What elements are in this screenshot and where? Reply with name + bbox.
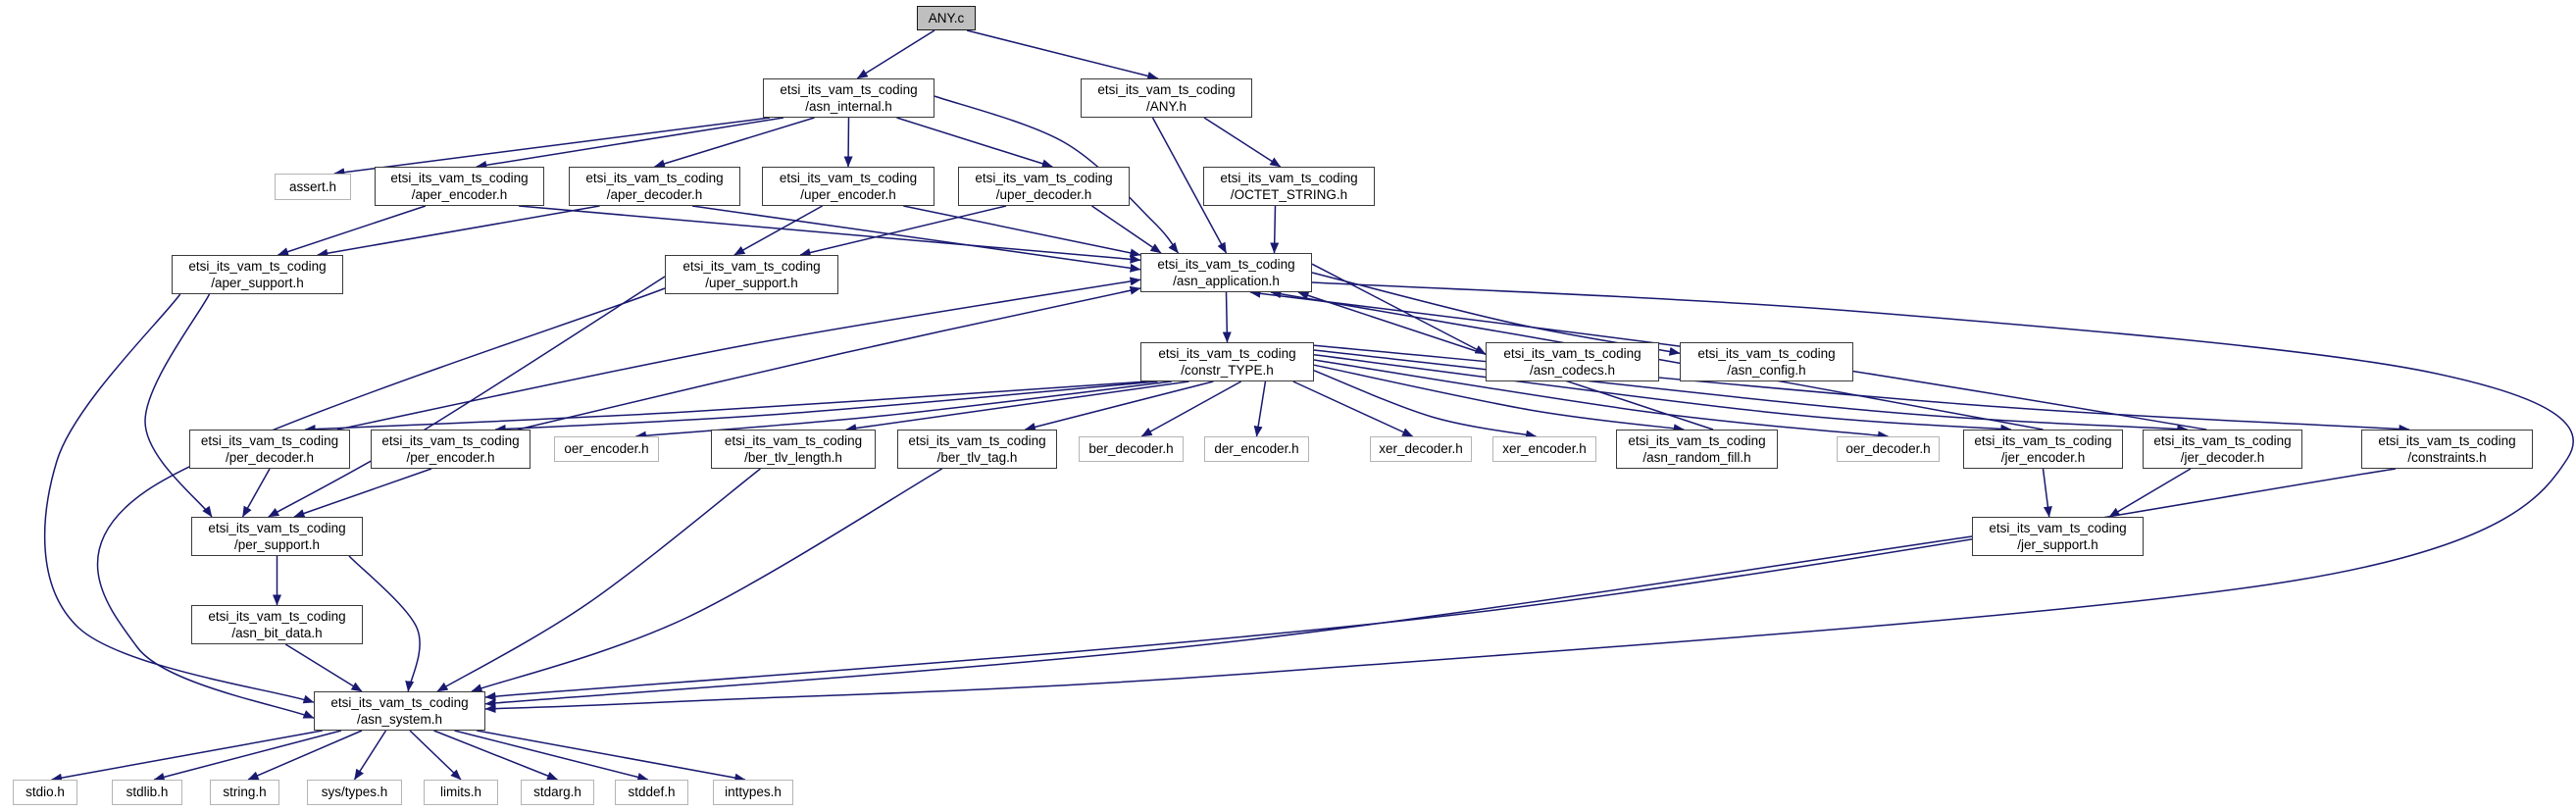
node-label: etsi_its_vam_ts_coding	[208, 520, 346, 535]
node-ber_tlv_tag[interactable]	[897, 430, 1057, 469]
node-label: stdio.h	[25, 785, 65, 800]
node-label: etsi_its_vam_ts_coding	[1220, 170, 1358, 185]
node-jer_support[interactable]	[1972, 517, 2144, 556]
edge-asn_system-to-stddef_h	[455, 731, 648, 780]
node-label: /aper_support.h	[211, 276, 304, 290]
node-ber_decoder	[1079, 436, 1184, 462]
node-asn_application[interactable]	[1140, 253, 1312, 292]
node-label: ber_decoder.h	[1088, 441, 1174, 457]
node-label: /uper_encoder.h	[800, 187, 896, 202]
node-label: oer_decoder.h	[1845, 441, 1931, 457]
node-label: /aper_decoder.h	[606, 187, 703, 202]
edge-constr_type-to-ber_decoder	[1141, 381, 1240, 436]
edge-jer_encoder-to-jer_support	[2044, 469, 2049, 517]
node-label: /uper_decoder.h	[995, 187, 1092, 202]
node-label: etsi_its_vam_ts_coding	[1157, 256, 1295, 272]
edge-asn_bit_data-to-asn_system	[285, 644, 362, 691]
edge-per_decoder-to-per_support	[243, 469, 271, 517]
edge-asn_application-to-constr_type	[1227, 292, 1228, 342]
node-string_h	[210, 780, 279, 805]
node-label: etsi_its_vam_ts_coding	[208, 608, 346, 624]
edge-asn_system-to-string_h	[248, 731, 362, 780]
node-label: der_encoder.h	[1214, 441, 1299, 457]
node-asn_bit_data[interactable]	[191, 605, 363, 644]
node-limits_h	[424, 780, 498, 805]
node-label: /asn_internal.h	[805, 99, 892, 114]
node-label: /asn_codecs.h	[1529, 363, 1616, 378]
edge-aper_support-to-per_support	[145, 294, 212, 517]
node-label: etsi_its_vam_ts_coding	[188, 258, 327, 274]
node-label: /OCTET_STRING.h	[1230, 187, 1348, 202]
node-stdio_h	[13, 780, 77, 805]
edge-uper_support-to-asn_system	[97, 288, 665, 718]
node-label: etsi_its_vam_ts_coding	[2153, 432, 2292, 448]
edge-jer_support-to-asn_system	[485, 536, 1972, 704]
edge-uper_support-to-per_support	[269, 277, 665, 517]
edge-uper_decoder-to-uper_support	[800, 206, 1006, 255]
node-label: /ber_tlv_length.h	[744, 450, 842, 465]
edge-constr_type-to-der_encoder	[1257, 381, 1266, 436]
node-per_support[interactable]	[191, 517, 363, 556]
node-aper_encoder[interactable]	[375, 167, 544, 206]
node-label: /jer_encoder.h	[2000, 450, 2086, 465]
node-label: /asn_config.h	[1727, 363, 1806, 378]
node-label: /asn_bit_data.h	[231, 626, 323, 640]
node-asn_random_fill[interactable]	[1616, 430, 1778, 469]
edge-asn_system-to-stdio_h	[52, 731, 323, 780]
node-constr_type[interactable]	[1140, 342, 1314, 381]
node-label: etsi_its_vam_ts_coding	[200, 432, 339, 448]
node-label: inttypes.h	[725, 785, 782, 800]
edge-asn_system-to-sys_types_h	[355, 731, 386, 780]
node-stdlib_h	[112, 780, 182, 805]
node-label: /constr_TYPE.h	[1181, 363, 1274, 378]
node-der_encoder	[1204, 436, 1309, 462]
edge-asn_internal-to-assert_h	[334, 118, 770, 174]
node-label: /per_support.h	[233, 537, 321, 552]
edge-constr_type-to-oer_encoder	[635, 381, 1171, 436]
edge-constraints-to-asn_system	[485, 469, 2396, 697]
node-constraints[interactable]	[2361, 430, 2533, 469]
node-oer_encoder	[554, 436, 659, 462]
node-label: /asn_random_fill.h	[1642, 450, 1751, 465]
edge-asn_internal-to-uper_decoder	[897, 118, 1053, 167]
node-stddef_h	[615, 780, 688, 805]
edge-constr_type-to-ber_tlv_length	[846, 381, 1189, 430]
node-any_c	[917, 6, 976, 30]
node-sys_types_h	[307, 780, 402, 805]
node-jer_decoder[interactable]	[2143, 430, 2302, 469]
node-label: etsi_its_vam_ts_coding	[2378, 432, 2516, 448]
node-label: /constraints.h	[2407, 450, 2487, 465]
node-asn_system[interactable]	[314, 691, 485, 731]
node-any_h[interactable]	[1081, 78, 1252, 118]
node-oer_decoder	[1837, 436, 1940, 462]
node-label: etsi_its_vam_ts_coding	[1697, 345, 1836, 361]
node-label: /per_encoder.h	[406, 450, 495, 465]
node-label: xer_encoder.h	[1502, 441, 1587, 457]
node-asn_config[interactable]	[1680, 342, 1853, 381]
node-label: etsi_its_vam_ts_coding	[975, 170, 1113, 185]
node-label: etsi_its_vam_ts_coding	[724, 432, 863, 448]
edge-asn_internal-to-aper_encoder	[477, 118, 783, 167]
node-jer_encoder[interactable]	[1963, 430, 2123, 469]
edge-octet_string-to-asn_application	[1275, 206, 1276, 253]
edge-asn_internal-to-uper_encoder	[848, 118, 849, 167]
edge-per_decoder-to-asn_application	[337, 279, 1140, 430]
node-inttypes_h	[713, 780, 793, 805]
node-label: etsi_its_vam_ts_coding	[1974, 432, 2112, 448]
node-label: /uper_support.h	[705, 276, 798, 290]
edge-constr_type-to-ber_tlv_tag	[1025, 381, 1213, 430]
node-uper_decoder[interactable]	[958, 167, 1130, 206]
node-label: /jer_decoder.h	[2180, 450, 2265, 465]
node-label: etsi_its_vam_ts_coding	[390, 170, 529, 185]
edge-constr_type-to-xer_decoder	[1293, 381, 1413, 436]
node-per_decoder[interactable]	[189, 430, 350, 469]
node-label: string.h	[223, 785, 267, 800]
node-aper_decoder[interactable]	[569, 167, 740, 206]
edge-aper_encoder-to-aper_support	[278, 206, 426, 255]
edge-constr_type-to-jer_encoder	[1314, 355, 2011, 430]
node-label: /asn_application.h	[1173, 274, 1280, 288]
node-label: /ANY.h	[1145, 99, 1187, 114]
edge-ber_tlv_tag-to-asn_system	[472, 469, 942, 691]
node-label: etsi_its_vam_ts_coding	[780, 81, 918, 97]
node-label: /asn_system.h	[356, 712, 443, 727]
node-label: xer_decoder.h	[1379, 441, 1463, 457]
node-label: etsi_its_vam_ts_coding	[1158, 345, 1296, 361]
edge-ber_tlv_length-to-asn_system	[437, 469, 760, 691]
edge-any_c-to-any_h	[967, 30, 1158, 78]
edge-aper_encoder-to-asn_application	[519, 206, 1140, 260]
node-assert_h	[275, 174, 351, 200]
node-label: etsi_its_vam_ts_coding	[779, 170, 918, 185]
node-label: etsi_its_vam_ts_coding	[1989, 520, 2127, 535]
edge-any_h-to-octet_string	[1204, 118, 1281, 167]
node-label: stdarg.h	[533, 785, 581, 800]
edge-per_encoder-to-asn_application	[518, 288, 1140, 430]
node-label: etsi_its_vam_ts_coding	[381, 432, 520, 448]
node-ber_tlv_length[interactable]	[711, 430, 876, 469]
edge-uper_decoder-to-asn_application	[1092, 206, 1162, 253]
edge-per_encoder-to-per_support	[294, 469, 431, 517]
node-label: etsi_its_vam_ts_coding	[682, 258, 821, 274]
node-uper_encoder[interactable]	[762, 167, 934, 206]
node-label: etsi_its_vam_ts_coding	[908, 432, 1046, 448]
node-label: /per_decoder.h	[225, 450, 315, 465]
edge-asn_system-to-stdlib_h	[154, 731, 341, 780]
node-label: /jer_support.h	[2017, 537, 2098, 552]
edge-asn_system-to-inttypes_h	[477, 731, 745, 780]
node-label: oer_encoder.h	[564, 441, 649, 457]
edge-constr_type-to-constraints	[1314, 345, 2409, 430]
node-label: /aper_encoder.h	[411, 187, 508, 202]
node-xer_encoder	[1492, 436, 1596, 462]
node-label: etsi_its_vam_ts_coding	[1628, 432, 1766, 448]
node-label: ANY.c	[928, 10, 965, 25]
node-xer_decoder	[1370, 436, 1472, 462]
node-stdarg_h	[521, 780, 594, 805]
edge-constr_type-to-per_encoder	[495, 381, 1158, 430]
node-aper_support[interactable]	[172, 255, 343, 294]
node-per_encoder[interactable]	[371, 430, 530, 469]
node-uper_support[interactable]	[665, 255, 838, 294]
node-label: limits.h	[439, 785, 481, 800]
node-label: etsi_its_vam_ts_coding	[585, 170, 724, 185]
node-label: etsi_its_vam_ts_coding	[330, 694, 469, 710]
node-label: stdlib.h	[126, 785, 169, 800]
edge-any_c-to-asn_internal	[857, 30, 934, 78]
node-octet_string[interactable]	[1203, 167, 1375, 206]
edge-asn_application-to-asn_codecs	[1312, 264, 1486, 354]
node-label: etsi_its_vam_ts_coding	[1503, 345, 1642, 361]
node-asn_codecs[interactable]	[1486, 342, 1659, 381]
edge-uper_encoder-to-asn_application	[903, 206, 1140, 255]
node-label: sys/types.h	[321, 785, 388, 800]
node-label: assert.h	[288, 178, 337, 194]
edge-aper_decoder-to-aper_support	[318, 206, 600, 255]
node-asn_internal[interactable]	[763, 78, 934, 118]
node-label: /ber_tlv_tag.h	[936, 450, 1018, 465]
node-label: stddef.h	[628, 785, 676, 800]
node-label: etsi_its_vam_ts_coding	[1097, 81, 1236, 97]
